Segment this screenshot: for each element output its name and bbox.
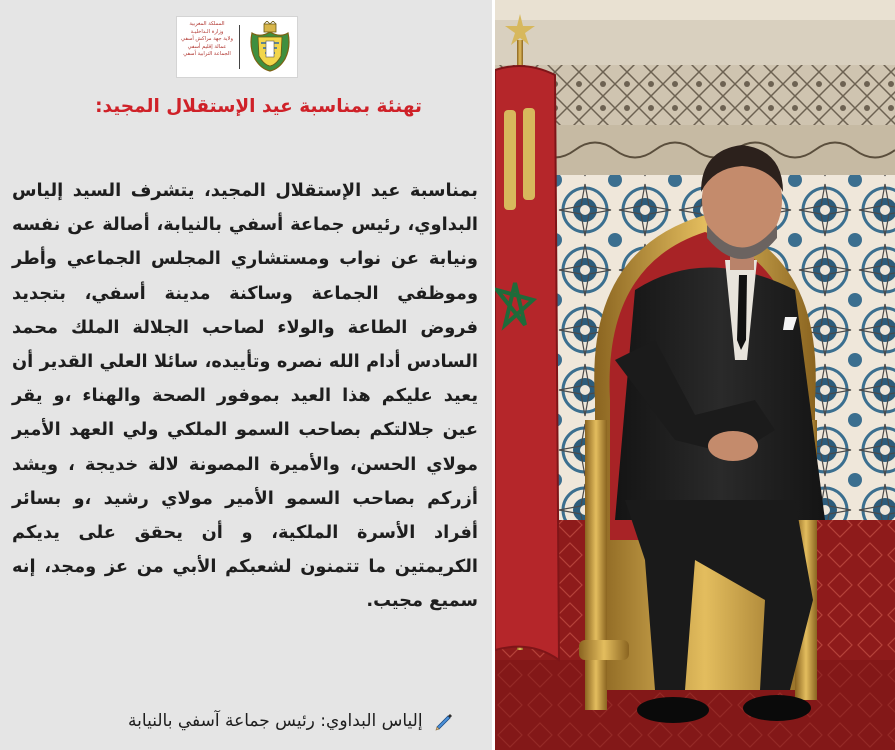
logo-line: وزارة الـداخليـة bbox=[190, 28, 224, 35]
pen-icon bbox=[432, 710, 454, 732]
congratulation-message: بمناسبة عيد الإستقلال المجيد، يتشرف السيد إلياس البداوي، رئيس جماعة أسفي بالنيابة، أصالة عن نفسه ونيابة عن نواب ومستشاري المجلس الجماعي وأطر وموظفي الجماعة وساكنة مدينة أسفي، بتجديد فروض الطاعة والولاء لصاحب الجلالة الملك محمد السادس أدام الله نصره وتأييده، سائلا العلي القدير أن يعيد عليكم هذا العيد بموفور الصحة والهناء ،و يقر عين جلالتكم بصاحب السمو الملكي ولي العهد الأمير مولاي الحسن، والأميرة المصونة لالة خديجة ، ويشد أزركم بصاحب السمو الأمير مولاي رشيد ،و بسائر أفراد الأسرة الملكية، و أن يحقق على يديكم الكريمتين ما تتمنون لشعبكم الأبي من عز ومجد، إنه سميع مجيب. bbox=[12, 180, 478, 612]
municipality-logo bbox=[176, 16, 298, 78]
logo-text bbox=[179, 21, 235, 59]
logo-line: ولاية جهة مراكش أسفي bbox=[181, 36, 233, 43]
signature-text: إلياس البداوي: رئيس جماعة آسفي بالنيابة bbox=[128, 711, 423, 731]
logo-divider bbox=[239, 25, 240, 69]
royal-portrait-image bbox=[495, 0, 895, 750]
logo-line: عمالة إقليم أسفي bbox=[187, 43, 227, 50]
logo-line: المملكة المغربية bbox=[189, 21, 225, 27]
headline: تهنئة بمناسبة عيد الإستقلال المجيد: bbox=[95, 96, 422, 117]
logo-line: الجماعة الترابية أسفي bbox=[183, 51, 231, 58]
signature bbox=[10, 710, 454, 732]
coat-of-arms-icon bbox=[246, 21, 294, 73]
